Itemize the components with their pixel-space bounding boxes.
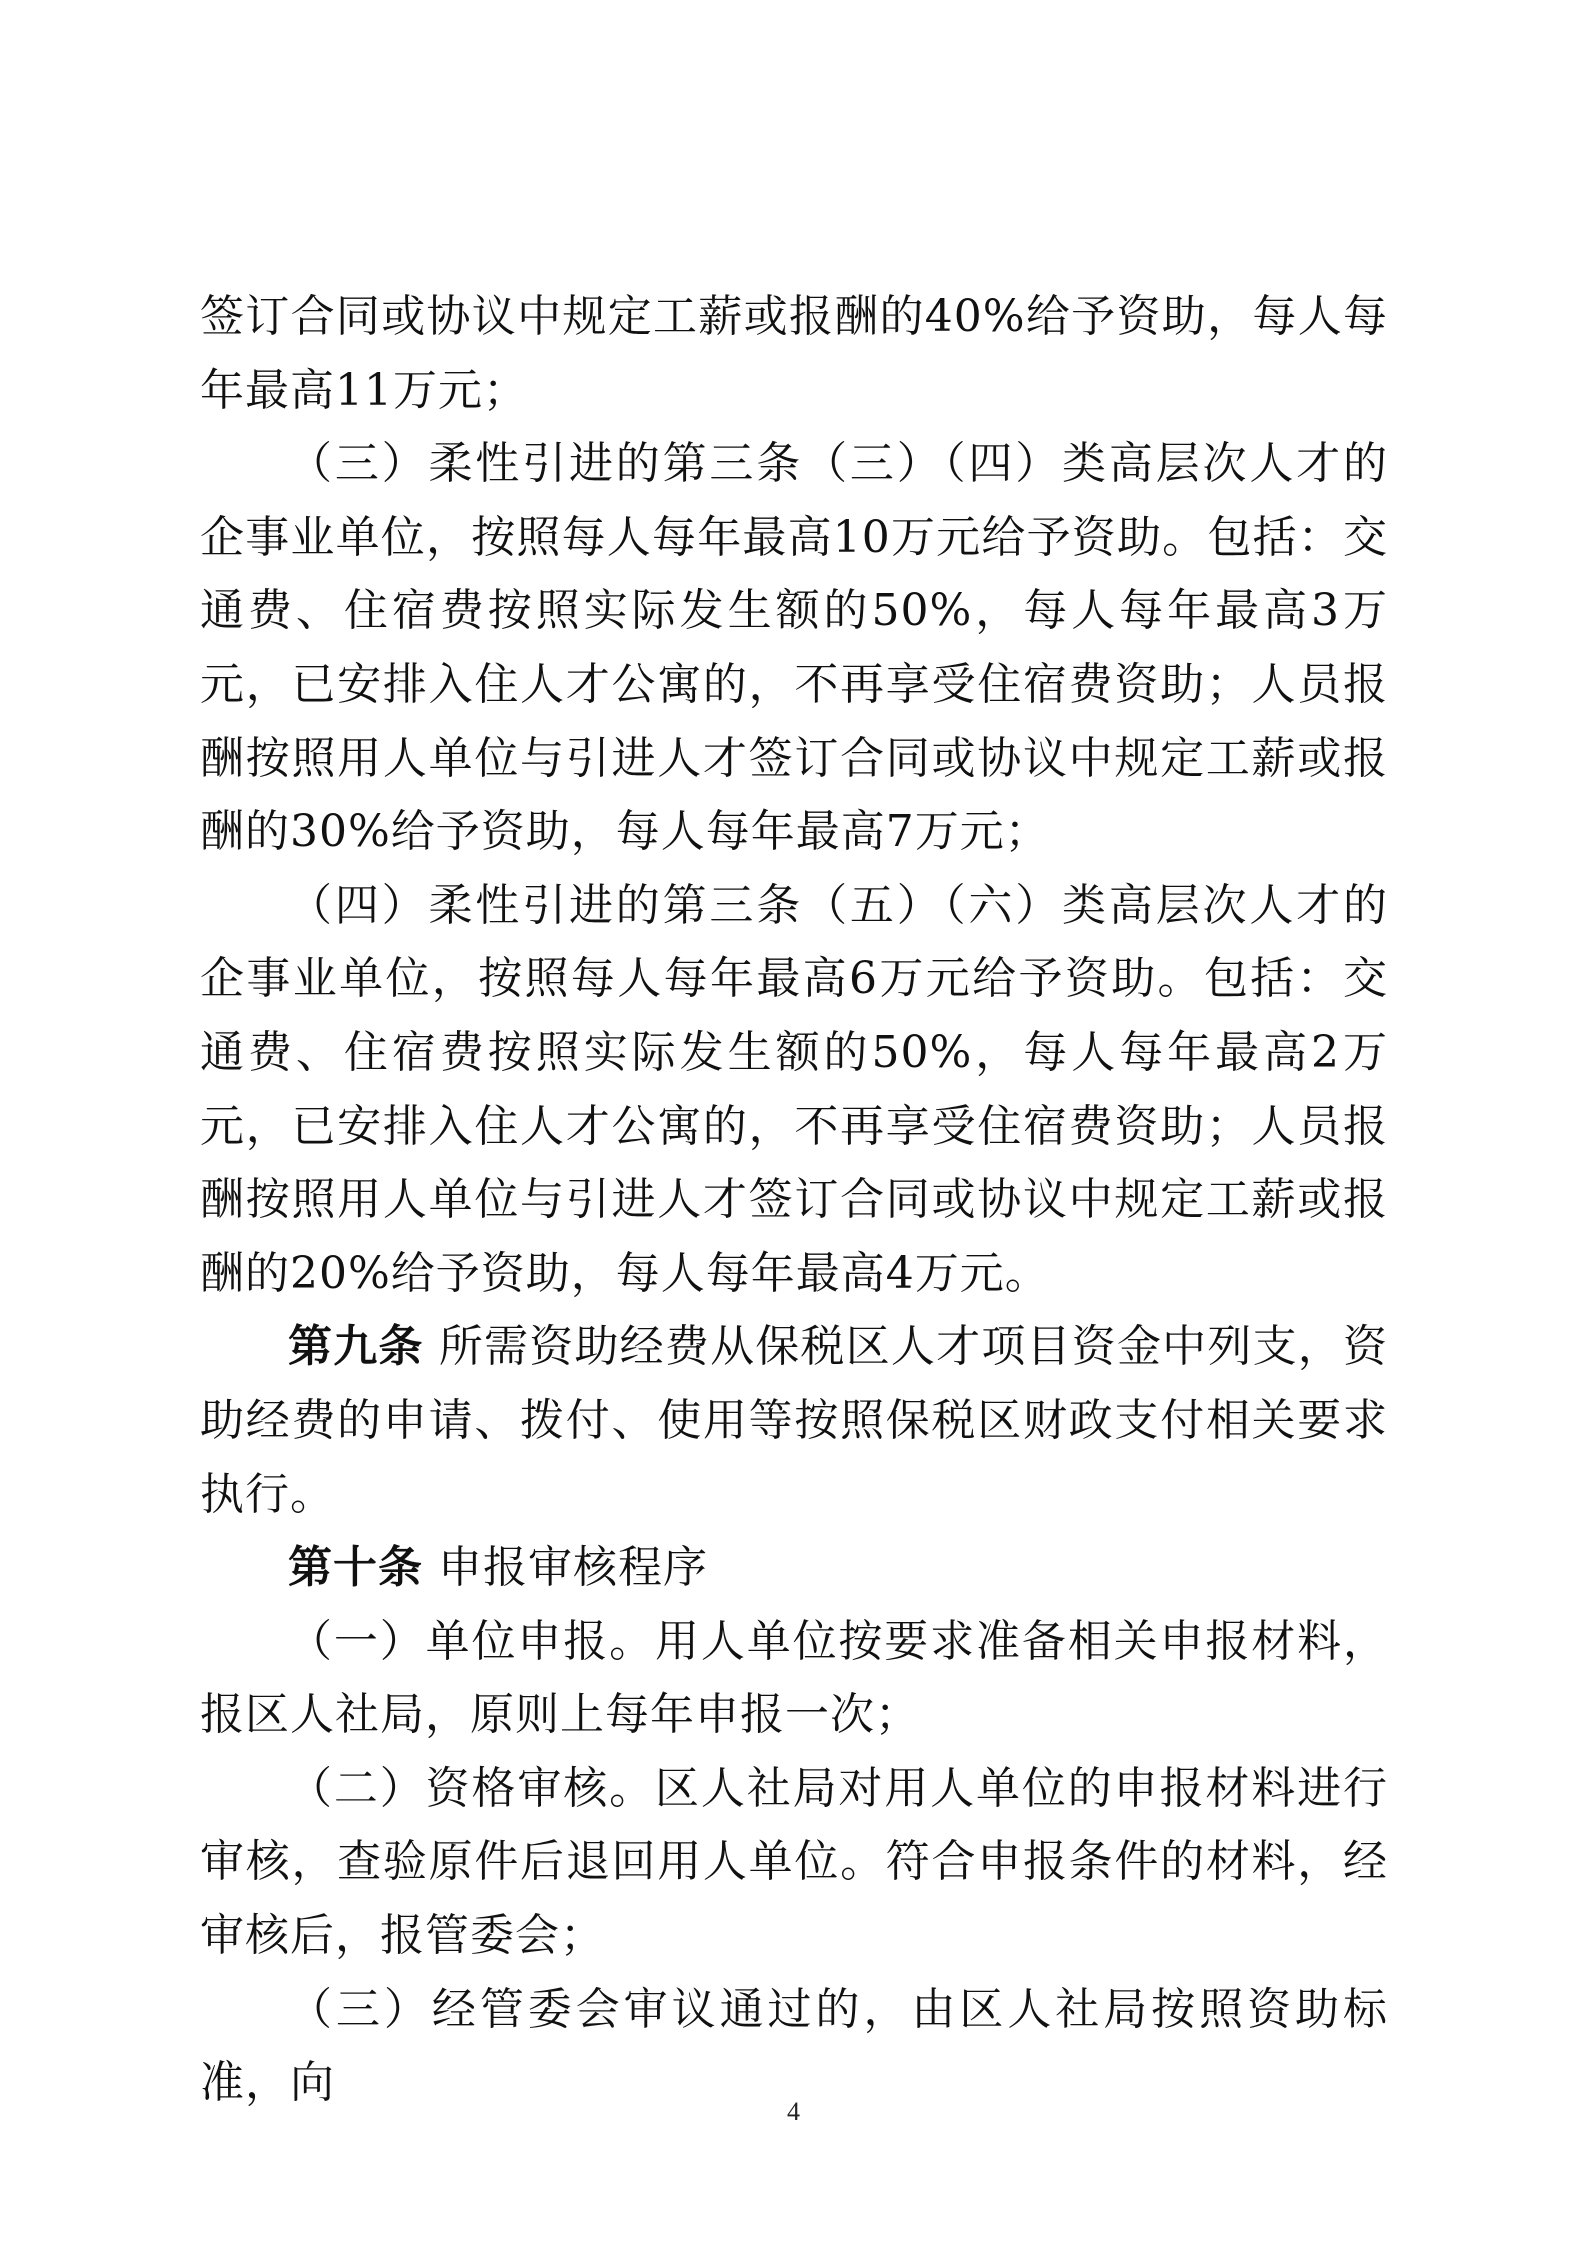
procedure-step-2: （二）资格审核。区人社局对用人单位的申报材料进行审核，查验原件后退回用人单位。符合申报条件的材料，经审核后，报管委会； [200, 1762, 1388, 1962]
article-10 [200, 1531, 1388, 1605]
paragraph-item-4: （四）柔性引进的第三条（五）（六）类高层次人才的企事业单位，按照每人每年最高6万元给予资助。包括：交通费、住宿费按照实际发生额的50%，每人每年最高2万元，已安排入住人才公寓的，不再享受住宿费资助；人员报酬按照用人单位与引进人才签订合同或协议中规定工薪或报酬的20%给予资助，每人每年最高4万元。 [200, 879, 1388, 1299]
page-number: 4 [787, 2097, 800, 2126]
article-9-heading: 第九条 [288, 1321, 424, 1373]
article-10-text: 申报审核程序 [423, 1542, 708, 1594]
procedure-step-3: （三）经管委会审议通过的，由区人社局按照资助标准，向 [200, 1983, 1388, 2109]
article-9-text: 所需资助经费从保税区人才项目资金中列支，资助经费的申请、拨付、使用等按照保税区财政支付相关要求执行。 [200, 1321, 1389, 1520]
paragraph-continuation: 签订合同或协议中规定工薪或报酬的40%给予资助，每人每年最高11万元； [200, 291, 1388, 416]
article-10-heading: 第十条 [288, 1542, 423, 1594]
procedure-step-1: （一）单位申报。用人单位按要求准备相关申报材料，报区人社局，原则上每年申报一次； [200, 1615, 1388, 1741]
document-body [200, 280, 1388, 2120]
paragraph-item-3: （三）柔性引进的第三条（三）（四）类高层次人才的企事业单位，按照每人每年最高10万元给予资助。包括：交通费、住宿费按照实际发生额的50%，每人每年最高3万元，已安排入住人才公寓的，不再享受住宿费资助；人员报酬按照用人单位与引进人才签订合同或协议中规定工薪或报酬的30%给予资助，每人每年最高7万元； [200, 438, 1388, 858]
article-9 [200, 1310, 1388, 1531]
